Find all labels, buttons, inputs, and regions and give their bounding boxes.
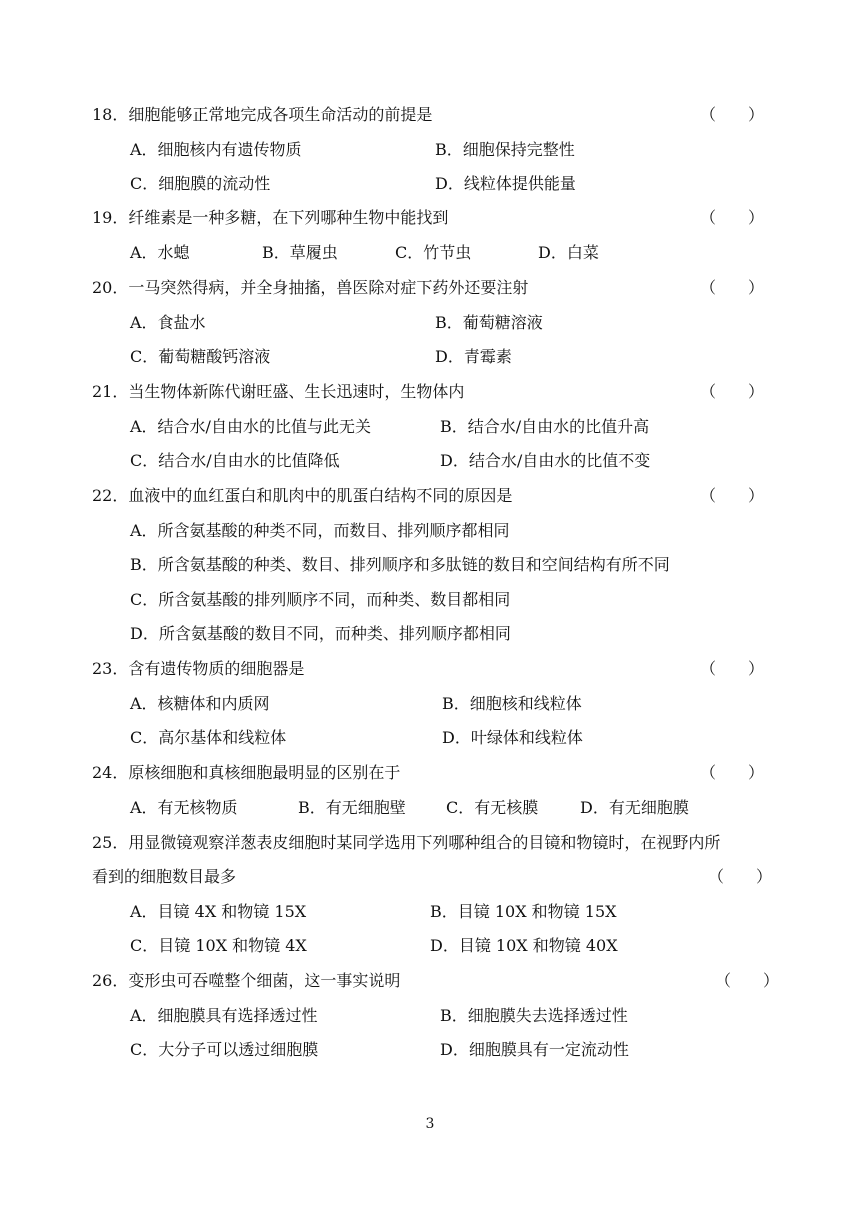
question-stem: 18．细胞能够正常地完成各项生命活动的前提是 [92,105,433,124]
option-d: D．细胞膜具有一定流动性 [440,1040,629,1059]
option-b: B．草履虫 [262,243,338,262]
option-a: A．有无核物质 [130,798,238,817]
option-d: D．结合水/自由水的比值不变 [440,451,651,470]
option-b: B．细胞保持完整性 [435,140,575,159]
option-b: B．所含氨基酸的种类、数目、排列顺序和多肽链的数目和空间结构有所不同 [130,555,670,574]
question-stem: 23．含有遗传物质的细胞器是 [92,659,305,678]
option-d: D．目镜 10X 和物镜 40X [430,936,618,955]
option-a: A．核糖体和内质网 [130,694,270,713]
option-d: D．青霉素 [435,347,512,366]
option-b: B．细胞膜失去选择透过性 [440,1006,628,1025]
option-b: B．葡萄糖溶液 [435,313,543,332]
option-d: D．白菜 [538,243,599,262]
answer-parentheses: （ ） [700,382,765,401]
answer-parentheses: （ ） [708,867,773,886]
option-c: C．高尔基体和线粒体 [130,728,287,747]
option-c: C．葡萄糖酸钙溶液 [130,347,271,366]
option-c: C．有无核膜 [446,798,539,817]
answer-parentheses: （ ） [715,971,780,990]
question-stem: 26．变形虫可吞噬整个细菌，这一事实说明 [92,971,401,990]
option-b: B．目镜 10X 和物镜 15X [430,902,617,921]
option-b: B．有无细胞壁 [298,798,406,817]
option-c: C．细胞膜的流动性 [130,174,271,193]
question-stem-continued: 看到的细胞数目最多 [92,867,237,886]
option-a: A．细胞膜具有选择透过性 [130,1006,318,1025]
question-stem: 21．当生物体新陈代谢旺盛、生长迅速时，生物体内 [92,382,465,401]
option-d: D．叶绿体和线粒体 [442,728,583,747]
answer-parentheses: （ ） [700,763,765,782]
answer-parentheses: （ ） [700,486,765,505]
option-c: C．所含氨基酸的排列顺序不同，而种类、数目都相同 [130,590,511,609]
option-a: A．食盐水 [130,313,206,332]
answer-parentheses: （ ） [700,659,765,678]
option-d: D．所含氨基酸的数目不同，而种类、排列顺序都相同 [130,624,511,643]
option-d: D．线粒体提供能量 [435,174,576,193]
option-a: A．结合水/自由水的比值与此无关 [130,417,371,436]
option-a: A．细胞核内有遗传物质 [130,140,302,159]
option-c: C．大分子可以透过细胞膜 [130,1040,319,1059]
question-stem: 24．原核细胞和真核细胞最明显的区别在于 [92,763,401,782]
question-stem: 19．纤维素是一种多糖，在下列哪种生物中能找到 [92,208,449,227]
option-a: A．目镜 4X 和物镜 15X [130,902,307,921]
option-b: B．细胞核和线粒体 [442,694,582,713]
answer-parentheses: （ ） [700,278,765,297]
question-stem: 20．一马突然得病，并全身抽搐，兽医除对症下药外还要注射 [92,278,529,297]
question-stem: 22．血液中的血红蛋白和肌肉中的肌蛋白结构不同的原因是 [92,486,513,505]
answer-parentheses: （ ） [700,208,765,227]
option-c: C．结合水/自由水的比值降低 [130,451,340,470]
option-d: D．有无细胞膜 [580,798,689,817]
option-b: B．结合水/自由水的比值升高 [440,417,650,436]
option-c: C．竹节虫 [395,243,472,262]
option-a: A．水螅 [130,243,190,262]
option-a: A．所含氨基酸的种类不同，而数目、排列顺序都相同 [130,521,510,540]
answer-parentheses: （ ） [700,105,765,124]
option-c: C．目镜 10X 和物镜 4X [130,936,307,955]
question-stem: 25．用显微镜观察洋葱表皮细胞时某同学选用下列哪种组合的目镜和物镜时，在视野内所 [92,833,721,852]
page-number: 3 [425,1116,435,1132]
